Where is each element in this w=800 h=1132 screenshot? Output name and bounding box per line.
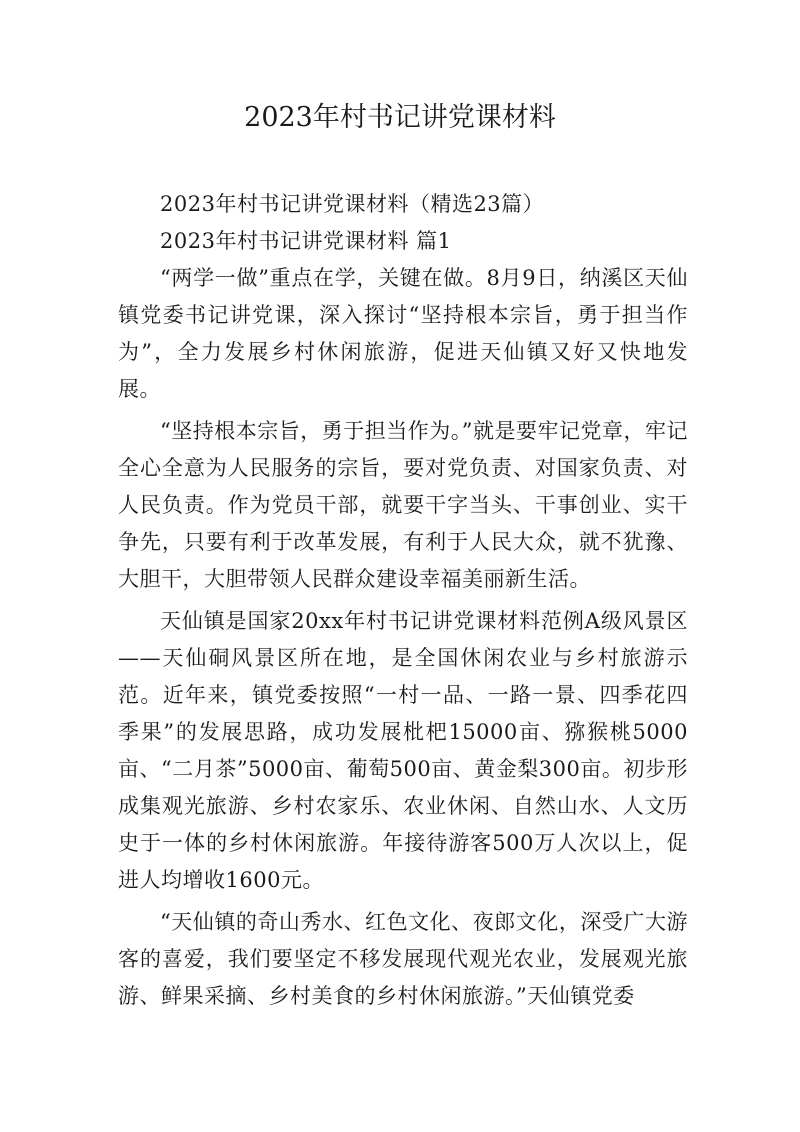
body-paragraph: 天仙镇是国家20xx年村书记讲党课材料范例A级风景区——天仙硐风景区所在地，是全国休闲农业与乡村旅游示范。近年来，镇党委按照“一村一品、一路一景、四季花四季果”的发展思路，成功发展枇杷15000亩、猕猴桃5000亩、“二月茶”5000亩、葡萄500亩、黄金梨300亩。初步形成集观光旅游、乡村农家乐、农业休闲、自然山水、人文历史于一体的乡村休闲旅游。年接待游客500万人次以上，促进人均增收1600元。 bbox=[118, 609, 688, 892]
document-title: 2023年村书记讲党课材料 bbox=[244, 102, 556, 133]
body-paragraph: “两学一做”重点在学，关键在做。8月9日，纳溪区天仙镇党委书记讲党课，深入探讨“坚持根本宗旨，勇于担当作为”，全力发展乡村休闲旅游，促进天仙镇又好又快地发展。 bbox=[118, 266, 688, 401]
body-paragraph: “坚持根本宗旨，勇于担当作为。”就是要牢记党章，牢记全心全意为人民服务的宗旨，要对党负责、对国家负责、对人民负责。作为党员干部，就要干字当头、干事创业、实干争先，只要有利于改革发展，有利于人民大众，就不犹豫、大胆干，大胆带领人民群众建设幸福美丽新生活。 bbox=[118, 419, 688, 591]
document-body bbox=[118, 186, 688, 1020]
document-subheading: 2023年村书记讲党课材料 篇1 bbox=[160, 229, 452, 253]
document-heading: 2023年村书记讲党课材料（精选23篇） bbox=[160, 192, 545, 216]
body-paragraph: “天仙镇的奇山秀水、红色文化、夜郎文化，深受广大游客的喜爱，我们要坚定不移发展现代观光农业，发展观光旅游、鲜果采摘、乡村美食的乡村休闲旅游。”天仙镇党委 bbox=[118, 910, 688, 1008]
